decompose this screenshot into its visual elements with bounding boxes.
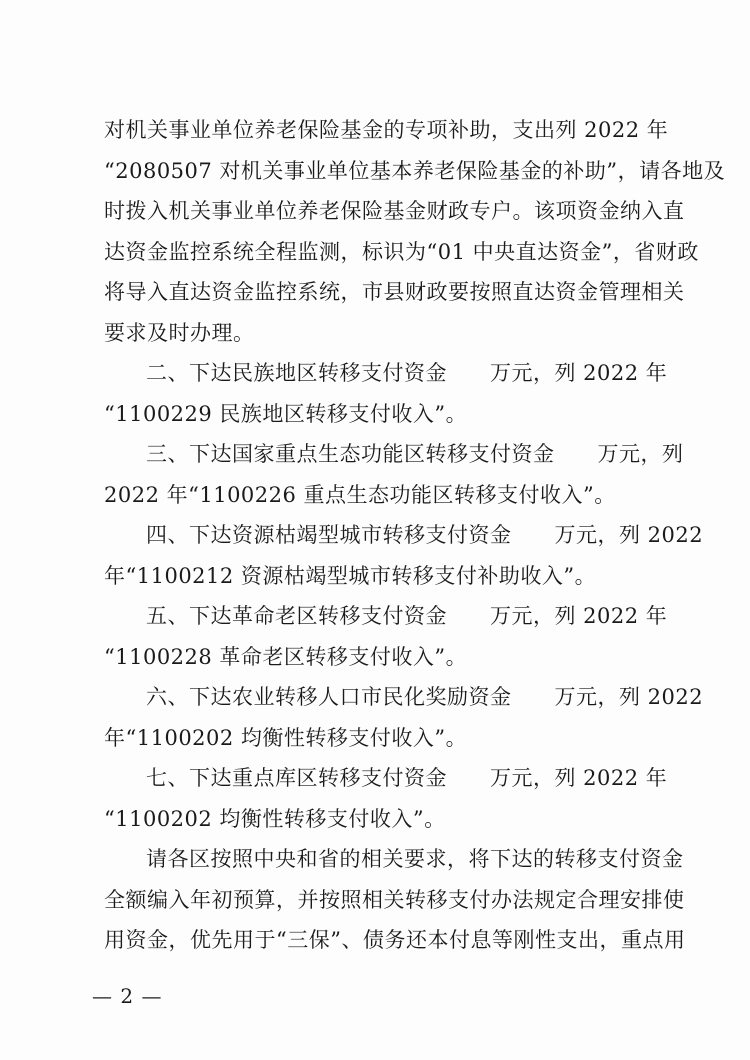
text-line: 2022 年“1100226 重点生态功能区转移支付收入”。 xyxy=(104,482,616,507)
text-line: 全额编入年初预算，并按照相关转移支付办法规定合理安排使 xyxy=(104,887,685,912)
text-line: “1100202 均衡性转移支付收入”。 xyxy=(104,806,446,831)
text-line: 用资金，优先用于“三保”、债务还本付息等刚性支出，重点用 xyxy=(104,928,686,952)
text-line: 达资金监控系统全程监测，标识为“01 中央直达资金”，省财政 xyxy=(104,239,699,264)
text-line: 五、下达革命老区转移支付资金 万元，列 2022 年 xyxy=(146,604,668,628)
text-line: 四、下达资源枯竭型城市转移支付资金 万元，列 2022 xyxy=(146,523,704,547)
text-line: 对机关事业单位养老保险基金的专项补助，支出列 2022 年 xyxy=(104,118,669,142)
text-line: “1100229 民族地区转移支付收入”。 xyxy=(104,401,468,426)
text-line: 时拨入机关事业单位养老保险基金财政专户。该项资金纳入直 xyxy=(104,199,685,223)
text-line: 六、下达农业转移人口市民化奖励资金 万元，列 2022 xyxy=(146,685,704,709)
text-line: 请各区按照中央和省的相关要求，将下达的转移支付资金 xyxy=(146,847,684,871)
text-line: 年“1100202 均衡性转移支付收入”。 xyxy=(104,725,468,750)
text-line: 将导入直达资金监控系统，市县财政要按照直达资金管理相关 xyxy=(104,280,685,304)
page-number: — 2 — xyxy=(92,984,163,1008)
text-line: 年“1100212 资源枯竭型城市转移支付补助收入”。 xyxy=(104,563,597,588)
text-line: 七、下达重点库区转移支付资金 万元，列 2022 年 xyxy=(146,766,668,790)
text-line: “2080507 对机关事业单位基本养老保险基金的补助”，请各地及 xyxy=(104,158,726,183)
document-body xyxy=(104,110,726,961)
text-line: 要求及时办理。 xyxy=(104,320,255,345)
text-line: “1100228 革命老区转移支付收入”。 xyxy=(104,644,468,669)
text-line: 三、下达国家重点生态功能区转移支付资金 万元，列 xyxy=(146,442,684,466)
text-line: 二、下达民族地区转移支付资金 万元，列 2022 年 xyxy=(146,361,668,385)
